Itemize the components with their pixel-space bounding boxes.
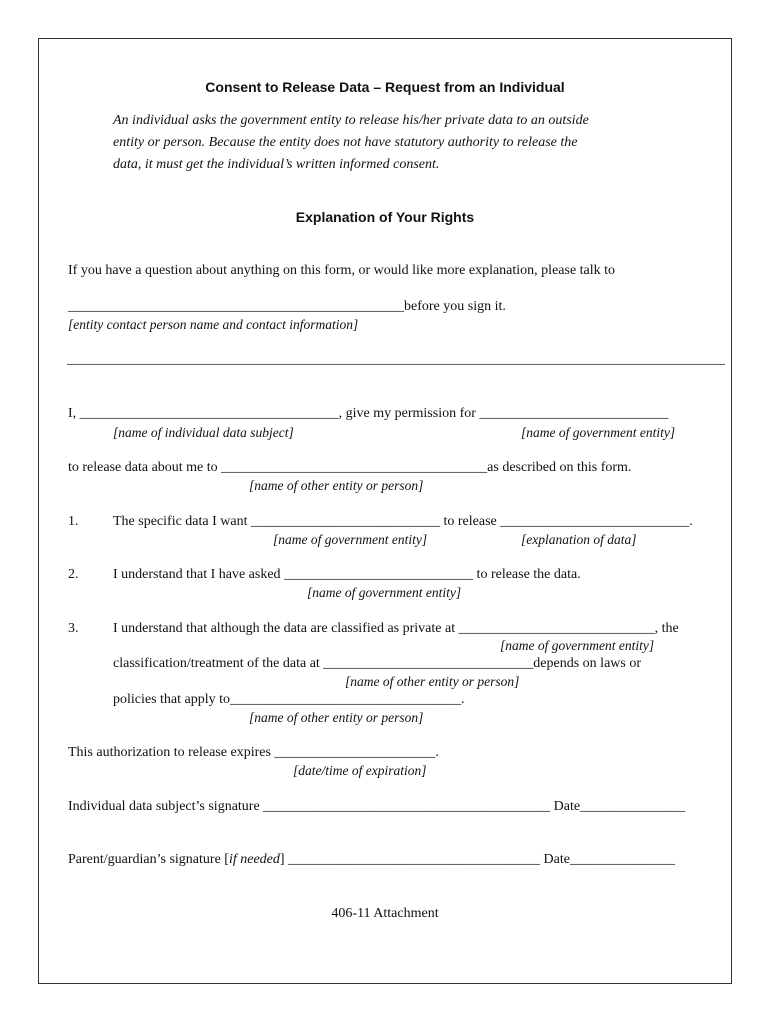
intro-line-2: entity or person. Because the entity does not have statutory authority to release the — [113, 135, 578, 150]
item-3-line-2: classification/treatment of the data at ______________________________depends on laws or — [113, 656, 642, 671]
expires-line: This authorization to release expires _______________________. — [68, 745, 439, 760]
item-1-hint-data: [explanation of data] — [521, 532, 637, 547]
intro-line-1: An individual asks the government entity to release his/her private data to an outside — [113, 113, 589, 128]
form-title: Consent to Release Data – Request from an Individual — [205, 79, 565, 95]
permission-hint-entity: [name of government entity] — [521, 425, 676, 440]
form-border — [38, 38, 732, 984]
intro-line-3: data, it must get the individual’s written informed consent. — [113, 157, 440, 172]
item-3-hint-3: [name of other entity or person] — [249, 710, 424, 725]
item-3-hint-2: [name of other entity or person] — [345, 674, 520, 689]
item-3-line-3: policies that apply to_________________________________. — [113, 692, 465, 707]
release-line: to release data about me to ______________________________________as described on this form. — [68, 460, 632, 475]
item-3-hint-1: [name of government entity] — [500, 638, 655, 653]
separator-line: ______________________________________________________________________________________________ — [67, 352, 725, 367]
item-3-line-1: I understand that although the data are classified as private at ____________________________, the — [113, 621, 679, 636]
release-hint: [name of other entity or person] — [249, 478, 424, 493]
parent-signature-prefix: Parent/guardian’s signature [ — [68, 852, 229, 867]
item-2-hint: [name of government entity] — [307, 585, 462, 600]
item-number: 3. — [68, 621, 79, 636]
subject-signature-line: Individual data subject’s signature _________________________________________ Date_______________ — [68, 799, 686, 814]
item-number: 2. — [68, 567, 79, 582]
expires-hint: [date/time of expiration] — [293, 763, 427, 778]
parent-signature-line — [68, 852, 675, 868]
footer-attachment: 406-11 Attachment — [331, 906, 439, 921]
parent-signature-if-needed: if needed — [228, 852, 280, 867]
parent-signature-suffix: ] ____________________________________ Date_______________ — [279, 852, 675, 867]
item-2-line: I understand that I have asked ___________________________ to release the data. — [113, 567, 581, 582]
permission-line: I, _____________________________________, give my permission for ___________________________ — [68, 406, 669, 421]
item-1-line: The specific data I want ___________________________ to release ___________________________. — [113, 514, 693, 529]
contact-hint: [entity contact person name and contact information] — [68, 317, 359, 332]
permission-hint-subject: [name of individual data subject] — [113, 425, 294, 440]
contact-line: ________________________________________________before you sign it. — [68, 299, 506, 314]
item-number: 1. — [68, 514, 79, 529]
section-heading: Explanation of Your Rights — [295, 209, 475, 225]
item-1-hint-entity: [name of government entity] — [273, 532, 428, 547]
question-line: If you have a question about anything on this form, or would like more explanation, please talk to — [68, 263, 616, 278]
